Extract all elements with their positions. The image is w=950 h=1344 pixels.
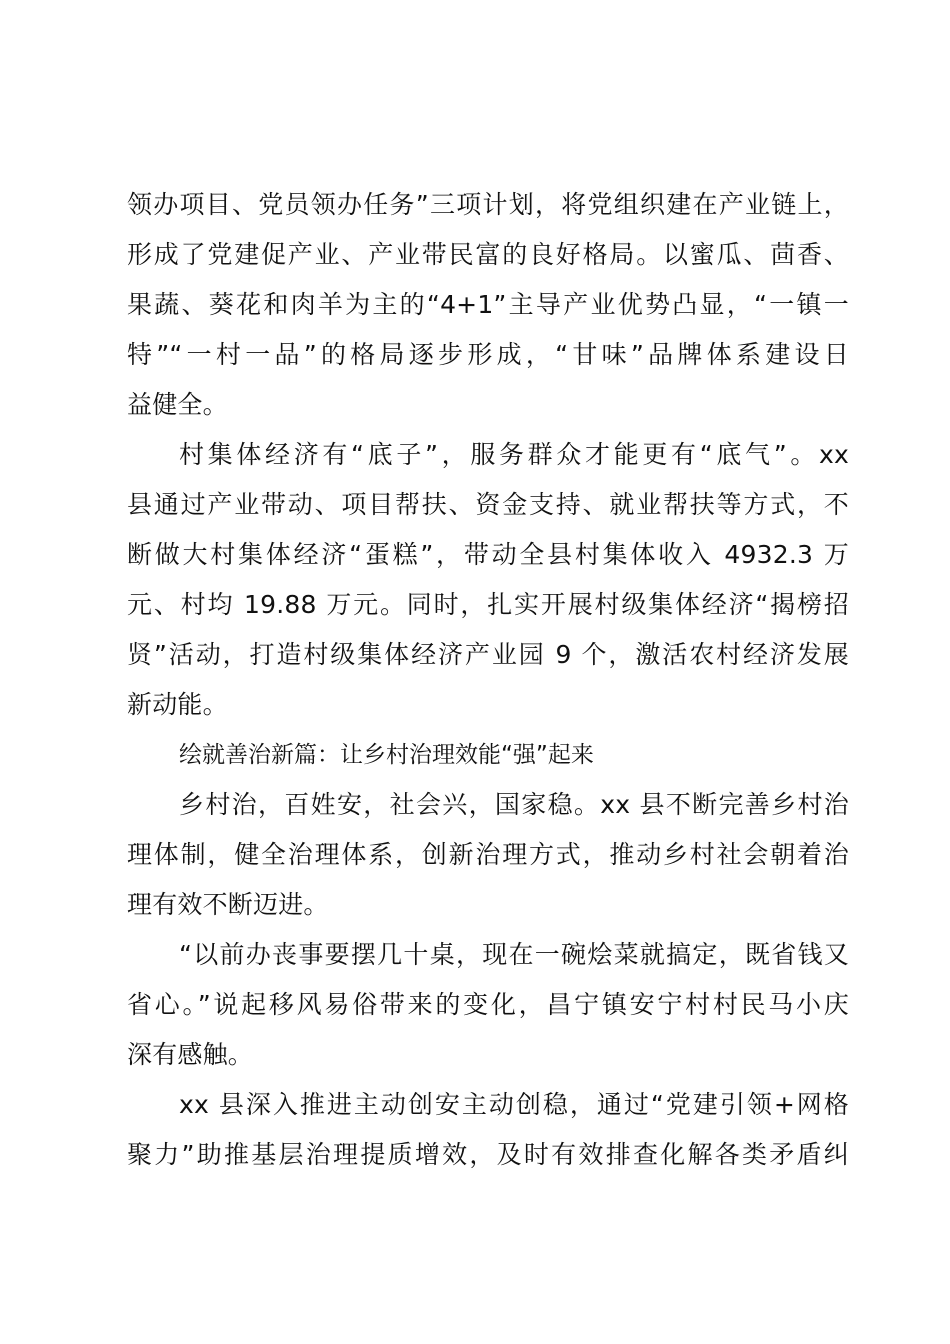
text-line: 深有感触。 xyxy=(127,1040,254,1069)
text-line: 果蔬、葵花和肉羊为主的“4+1”主导产业优势凸显，“一镇一 xyxy=(127,290,849,319)
paragraph-rural-governance xyxy=(127,780,849,930)
text-line: 特”“一村一品”的格局逐步形成，“甘味”品牌体系建设日 xyxy=(127,340,849,369)
document-body xyxy=(127,180,849,1180)
paragraph-grid-governance xyxy=(127,1080,849,1180)
text-line: 省心。”说起移风易俗带来的变化，昌宁镇安宁村村民马小庆 xyxy=(127,990,849,1019)
paragraph-party-building-industry xyxy=(127,180,849,430)
text-line: 领办项目、党员领办任务”三项计划，将党组织建在产业链上， xyxy=(127,190,849,219)
text-line: 断做大村集体经济“蛋糕”，带动全县村集体收入 4932.3 万 xyxy=(127,540,849,569)
text-line: 益健全。 xyxy=(127,390,228,419)
paragraph-villager-quote xyxy=(127,930,849,1080)
text-line: 理体制，健全治理体系，创新治理方式，推动乡村社会朝着治 xyxy=(127,840,849,869)
section-heading xyxy=(127,730,849,780)
section-heading-text: 绘就善治新篇：让乡村治理效能“强”起来 xyxy=(179,742,594,768)
paragraph-collective-economy xyxy=(127,430,849,730)
text-line: 县通过产业带动、项目帮扶、资金支持、就业帮扶等方式，不 xyxy=(127,490,849,519)
text-line: 元、村均 19.88 万元。同时，扎实开展村级集体经济“揭榜招 xyxy=(127,590,849,619)
text-line: 贤”活动，打造村级集体经济产业园 9 个，激活农村经济发展 xyxy=(127,640,849,669)
text-line: xx 县深入推进主动创安主动创稳，通过“党建引领+网格 xyxy=(179,1090,849,1119)
text-line: “以前办丧事要摆几十桌，现在一碗烩菜就搞定，既省钱又 xyxy=(179,940,849,969)
text-line: 聚力”助推基层治理提质增效，及时有效排查化解各类矛盾纠 xyxy=(127,1140,849,1169)
text-line: 乡村治，百姓安，社会兴，国家稳。xx 县不断完善乡村治 xyxy=(179,790,849,819)
text-line: 形成了党建促产业、产业带民富的良好格局。以蜜瓜、茴香、 xyxy=(127,240,849,269)
text-line: 村集体经济有“底子”，服务群众才能更有“底气”。xx xyxy=(179,440,849,469)
text-line: 理有效不断迈进。 xyxy=(127,890,329,919)
text-line: 新动能。 xyxy=(127,690,228,719)
